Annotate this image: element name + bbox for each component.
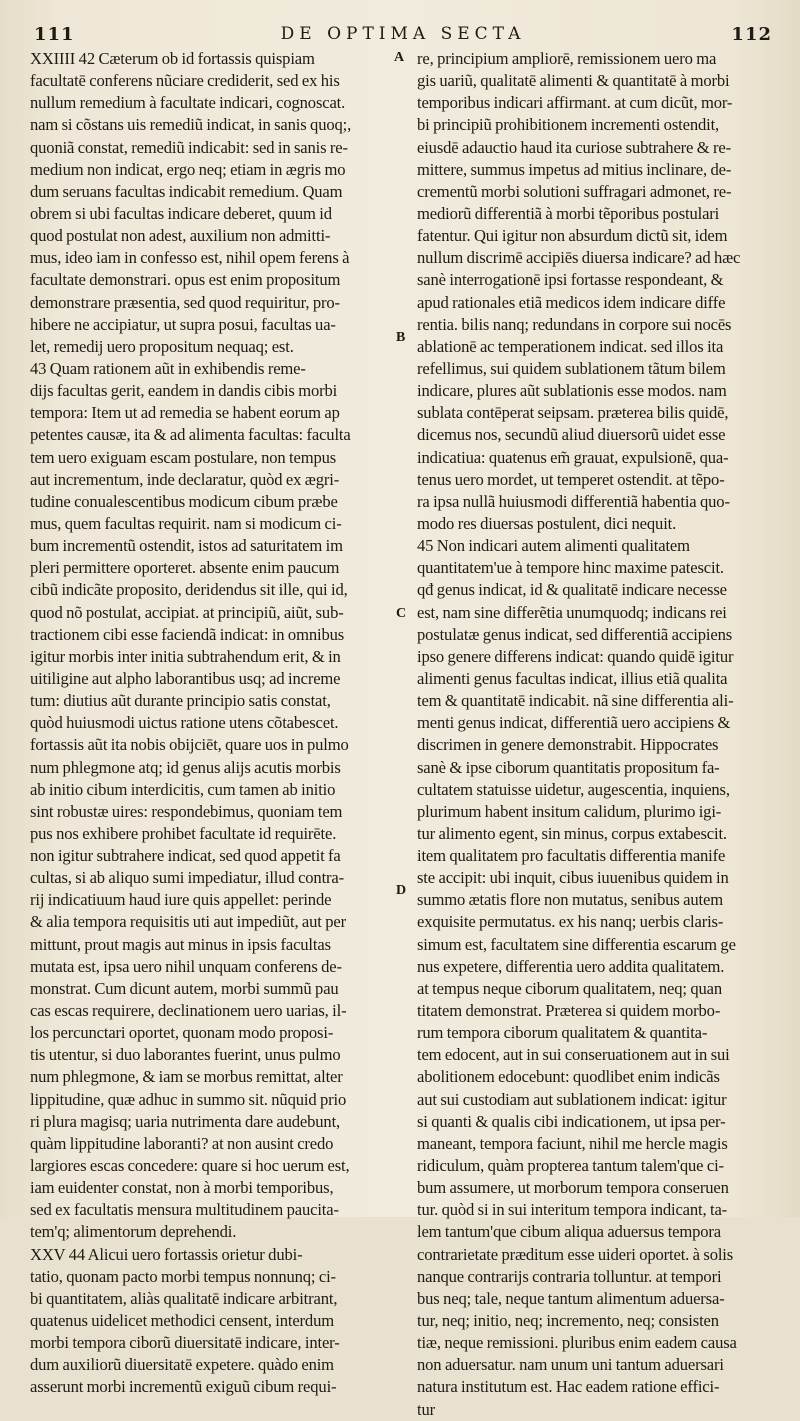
text-line: igitur morbis inter initia subtrahendum erit, & in — [30, 646, 341, 666]
text-line: quod nõ postulat, accipiat. at principiũ, aiũt, sub- — [30, 602, 344, 622]
text-line: tenus uero mordet, ut temperet ostendit. at tẽpo- — [417, 469, 725, 489]
text-line: contrarietate præditum esse uideri oportet. à solis — [417, 1244, 734, 1264]
text-line: nullum discrimē accipiēs diuersa indicare? ad hæc — [417, 248, 741, 268]
text-line: rij indicatiuum haud iure quis appellet: perinde — [30, 890, 332, 910]
text-line: tur, neq; initio, neq; incremento, neq; consisten — [417, 1311, 719, 1331]
text-line: sanè interrogationē ipsi fortasse respondeant, & — [417, 270, 724, 290]
text-line: mus, ideo iam in confesso est, nihil opem ferens à — [30, 248, 350, 268]
text-line: cultas, si ab aliquo sumi impediatur, illud contra- — [30, 868, 345, 888]
text-line: tudine conualescentibus modicum cibum præbe — [30, 491, 338, 511]
text-line: los percunctari oportet, quonam modo proposi- — [30, 1023, 334, 1043]
text-line: tempora: Item ut ad remedia se habent eorum ap — [30, 403, 340, 423]
text-line: tem uero exiguam escam postulare, non tempus — [30, 447, 337, 467]
text-line: num phlegmone atq; id genus alijs acutis morbis — [30, 757, 341, 777]
text-line: sed ex facultatis mensura multitudinem paucita- — [30, 1200, 339, 1220]
text-line: quàm lippitudine laboranti? at non ausint credo — [30, 1133, 334, 1153]
page-number-right: 112 — [731, 24, 772, 45]
text-line: modo res diuersas postulent, dici nequit. — [417, 513, 677, 533]
text-line: discrimen in genere demonstrabit. Hippocrates — [417, 735, 719, 755]
text-line: mittunt, prout magis aut minus in ipsis facultas — [30, 934, 331, 954]
text-line: tis utentur, si duo laborantes fuerint, unus pulmo — [30, 1045, 341, 1065]
text-line: XXV 44 Alicui uero fortassis orietur dubi- — [30, 1244, 303, 1264]
text-line: ste accipit: ubi inquit, cibus iuuenibus quidem in — [417, 868, 729, 888]
text-line: dijs facultas gerit, eandem in dandis cibis morbi — [30, 381, 338, 401]
text-line: hibere ne accipiatur, ut supra posui, facultas ua- — [30, 314, 336, 334]
text-line: natura institutum est. Hac eadem ratione effici- — [417, 1377, 720, 1397]
text-line: lippitudine, quæ adhuc in summo sit. nũquid prio — [30, 1089, 347, 1109]
text-line: XXIIII 42 Cæterum ob id fortassis quispiam — [30, 49, 315, 68]
text-line: rentia. bilis nanq; redundans in corpore sui nocēs — [417, 314, 732, 334]
text-line: lem tantum'que cibum aliqua aduersus tempora — [417, 1222, 722, 1242]
text-line: exquisite permutatus. ex his nanq; uerbis claris- — [417, 912, 724, 932]
text-line: asserunt morbi incrementũ exiguũ cibum requi- — [30, 1377, 337, 1397]
text-line: morbi tempora ciborũ diuersitatē indicare, inter- — [30, 1333, 340, 1353]
text-line: at tempus neque ciborum qualitatem, neq; quan — [417, 978, 722, 998]
text-line: non aduersatur. nam unum uni tantum aduersari — [417, 1355, 724, 1375]
margin-letter-d: D — [396, 883, 407, 898]
text-line: bum incrementũ ostendit, istos ad saturitatem im — [30, 536, 343, 556]
text-line: facultate demonstrari. opus est enim propositum — [30, 270, 341, 290]
page-number-left: 111 — [34, 24, 75, 45]
text-line: medium non indicat, ergo neq; etiam in ægris mo — [30, 159, 346, 179]
text-line: quod postulat non adest, auxilium non admitti- — [30, 226, 331, 246]
text-line: indicatiua: quatenus em̃ grauat, expulsionē, qua- — [417, 447, 729, 467]
text-line: nanque contrarijs contraria tolluntur. at tempori — [417, 1266, 722, 1286]
text-line: ablationē ac temperationem indicat. sed illos ita — [417, 336, 724, 356]
text-line: abolitionem edocebunt: quodlibet enim indicãs — [417, 1067, 720, 1087]
text-line: tiæ, neque remissioni. pluribus enim eadem causa — [417, 1333, 737, 1353]
text-line: quantitatem'ue à tempore hinc maxime patescit. — [417, 558, 724, 578]
text-line: qđ genus indicat, id & qualitatē indicare necesse — [417, 580, 727, 600]
text-line: mediorũ differentiã à morbi tẽporibus postulari — [417, 203, 720, 223]
left-text-column — [30, 48, 390, 1399]
text-line: item qualitatem pro facultatis differentia manife — [417, 846, 726, 866]
text-line: petentes causæ, ita & ad alimenta facultas: faculta — [30, 425, 351, 445]
text-line: ipso genere differens indicat: quando quidē igitur — [417, 646, 734, 666]
text-line: dum seruans facultas indicabit remedium. Quam — [30, 181, 343, 201]
text-line: largiores escas concedere: quare si hoc uerum est, — [30, 1156, 350, 1176]
text-line: let, remedij uero propositum nequaq; est. — [30, 336, 294, 356]
text-line: nam si cõstans uis remediũ indicat, in sanis quoq;, — [30, 115, 352, 135]
text-line: summo ætatis flore non mutatus, senibus autem — [417, 890, 723, 910]
text-line: ridiculum, quàm propterea tantum talem'que ci- — [417, 1156, 724, 1176]
text-line: mus, quem facultas requirit. nam si modicum ci- — [30, 513, 342, 533]
text-line: aut incrementum, inde declaratur, quòd ex ægri- — [30, 469, 340, 489]
text-line: pleri permittere oporteret. absente enim paucum — [30, 558, 340, 578]
text-line: mittere, summus impetus ad mitius inclinare, de- — [417, 159, 732, 179]
text-line: refellimus, sui quidem sublationem tãtum bilem — [417, 358, 726, 378]
margin-letter-a: A — [394, 50, 405, 65]
right-text-column — [417, 48, 779, 1421]
text-line: nus expetere, differentia uero addita qualitatem. — [417, 956, 725, 976]
text-line: cultatem statuisse uidetur, augescentia, inquiens, — [417, 779, 730, 799]
text-line: fortassis aũt ita nobis obijciēt, quare uos in pulmo — [30, 735, 349, 755]
text-line: bum assumere, ut morborum tempora conseruen — [417, 1178, 729, 1198]
text-line: temporibus indicari affirmant. at cum dicũt, mor- — [417, 93, 733, 113]
text-line: eiusdē adauctio haud ita curiose subtrahere & re- — [417, 137, 731, 157]
text-line: tem'q; alimentorum deprehendi. — [30, 1222, 237, 1242]
running-title: DE OPTIMA SECTA — [280, 24, 526, 44]
text-line: rum tempora ciborum qualitatem & quantita- — [417, 1023, 708, 1043]
text-line: crementũ morbi solutioni suffragari admonet, re- — [417, 181, 732, 201]
text-line: iam euidenter constat, non à morbi temporibus, — [30, 1178, 334, 1198]
text-line: uitiligine aut alpho laborantibus usq; ad increme — [30, 668, 341, 688]
text-line: bus neq; tale, neque tantum alimentum aduersa- — [417, 1288, 725, 1308]
text-line: quòd huiusmodi uictus ratione utens cõtabescet. — [30, 713, 339, 733]
running-header — [28, 22, 778, 48]
text-line: plurimum habent insitum calidum, plurimo igi- — [417, 801, 722, 821]
text-line: ab initio cibum interdicitis, cum tamen ab initio — [30, 779, 336, 799]
text-line: aut sui custodiam aut sublationem indicat: igitur — [417, 1089, 727, 1109]
text-line: tem & quantitatē indicabit. nã sine differentia ali- — [417, 691, 734, 711]
text-line: re, principium ampliorē, remissionem uero ma — [417, 49, 717, 68]
text-line: quatenus uidelicet methodici censent, interdum — [30, 1311, 334, 1331]
text-line: simum est, facultatem sine differentia escarum ge — [417, 934, 736, 954]
margin-letter-c: C — [396, 606, 407, 621]
text-line: fatentur. Qui igitur non absurdum dictũ sit, idem — [417, 226, 728, 246]
text-line: cibũ indicãte proposito, deridendus sit ille, qui id, — [30, 580, 348, 600]
text-line: ri plura magisq; uaria nutrimenta dare audebunt, — [30, 1111, 341, 1131]
text-line: alimenti genus facultas indicat, illius etiã qualita — [417, 668, 728, 688]
text-line: est, nam sine differẽtia unumquodq; indicans rei — [417, 602, 727, 622]
text-line: indicare, plures aũt sublationis esse modos. nam — [417, 381, 727, 401]
text-line: sublata contēperat seipsam. præterea bilis quidē, — [417, 403, 729, 423]
text-line: sanè & ipse ciborum quantitatis propositum fa- — [417, 757, 720, 777]
text-line: obrem si ubi facultas indicare deberet, quum id — [30, 203, 332, 223]
text-line: apud rationales etiã medicos idem indicare diffe — [417, 292, 726, 312]
text-line: si quanti & qualis cibi indicationem, ut ipsa per- — [417, 1111, 726, 1131]
text-line: 43 Quam rationem aũt in exhibendis reme- — [30, 358, 306, 378]
text-line: quoniã constat, remediũ indicabit: sed in sanis re- — [30, 137, 348, 157]
text-line: tatio, quonam pacto morbi tempus nonnunq; ci- — [30, 1266, 336, 1286]
text-line: maneant, tempora faciunt, nihil me hercle magis — [417, 1133, 728, 1153]
text-line: ra ipsa nullã huiusmodi differentiã habentia quo- — [417, 491, 730, 511]
text-line: bi principiũ prohibitionem incrementi ostendit, — [417, 115, 720, 135]
text-line: bi quantitatem, aliàs qualitatē indicare arbitrant, — [30, 1288, 338, 1308]
text-line: sint robustæ uires: respondebimus, quoniam tem — [30, 801, 343, 821]
text-line: tur — [417, 1399, 435, 1419]
text-line: titatem demonstrat. Præterea si quidem morbo- — [417, 1001, 721, 1021]
text-line: dum auxiliorũ diuersitatē expetere. quàdo enim — [30, 1355, 334, 1375]
text-line: cas escas requirere, declinationem uero uarias, il- — [30, 1001, 347, 1021]
text-line: dicemus nos, secundũ aliud diuersorũ uidet esse — [417, 425, 726, 445]
text-line: tractionem cibi esse faciendã indicat: in omnibus — [30, 624, 345, 644]
text-line: gis uariũ, qualitatē alimenti & quantitatē à morbi — [417, 71, 730, 91]
text-line: tem edocent, aut in sui conseruationem aut in sui — [417, 1045, 730, 1065]
text-line: nullum remedium à facultate indicari, cognoscat. — [30, 93, 346, 113]
text-line: monstrat. Cum dicunt autem, morbi summũ pau — [30, 978, 339, 998]
margin-letter-b: B — [396, 330, 406, 345]
text-line: tum: diutius aũt durante principio satis constat, — [30, 691, 331, 711]
text-line: num phlegmone, & iam se morbus remittat, alter — [30, 1067, 343, 1087]
text-line: 45 Non indicari autem alimenti qualitatem — [417, 536, 690, 556]
text-line: demonstrare præsentia, sed quod requiritur, pro- — [30, 292, 340, 312]
text-line: non igitur subtrahere indicat, sed quod appetit fa — [30, 846, 341, 866]
text-line: menti genus indicat, differentiã uero accipiens & — [417, 713, 731, 733]
text-line: pus nos exhibere prohibet facultate id requirēte. — [30, 823, 337, 843]
text-line: mutata est, ipsa uero nihil unquam conferens de- — [30, 956, 342, 976]
text-line: & alia tempora requisitis uti aut impediũt, aut per — [30, 912, 346, 932]
text-line: tur. quòd si in sui interitum tempora indicant, ta- — [417, 1200, 728, 1220]
text-line: facultatē conferens nũciare crediderit, sed ex his — [30, 71, 340, 91]
text-line: postulatæ genus indicat, sed differentiã accipiens — [417, 624, 733, 644]
text-line: tur alimento egent, sin minus, corpus extabescit. — [417, 823, 727, 843]
